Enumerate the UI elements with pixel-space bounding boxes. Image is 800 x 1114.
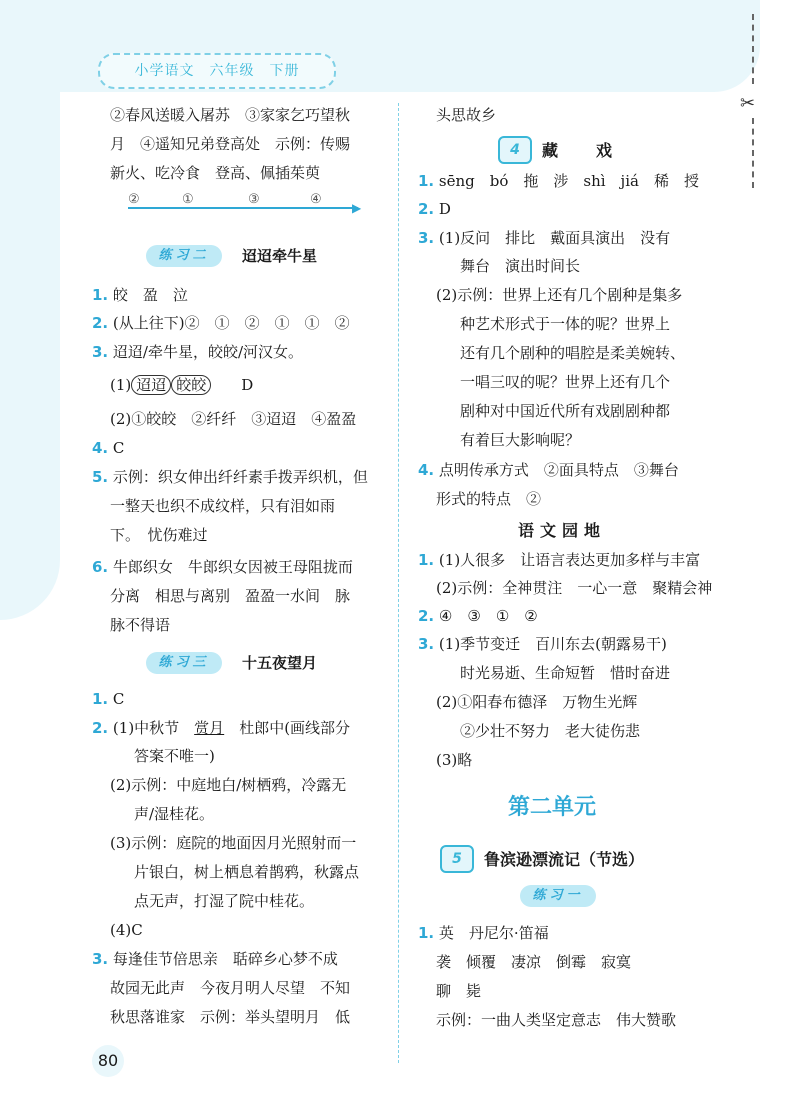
answer-text: 每逢佳节倍思亲 聒碎乡心梦不成 bbox=[112, 950, 338, 968]
answer-text: ④ ③ ① ② bbox=[438, 607, 538, 625]
text-line: 有着巨大影响呢？ bbox=[460, 431, 581, 449]
unit-title: 第二单元 bbox=[508, 795, 597, 820]
header-title: 小学语文 六年级 下册 bbox=[98, 53, 336, 89]
question-number: 4. bbox=[92, 439, 109, 457]
text-line: 示例：一曲人类坚定意志 伟大赞歌 bbox=[436, 1011, 677, 1029]
answer-text: (1)反问 排比 戴面具演出 没有 bbox=[438, 229, 671, 247]
exercise-badge: 练习一 bbox=[520, 885, 596, 907]
timeline-label: ③ bbox=[248, 192, 260, 207]
text-line: 答案不唯一) bbox=[134, 747, 215, 765]
question-number: 2. bbox=[92, 719, 109, 737]
question-number: 1. bbox=[418, 172, 435, 190]
question-number: 6. bbox=[92, 558, 109, 576]
question-number: 2. bbox=[418, 607, 435, 625]
text-line: (3)示例：庭院的地面因月光照射而一 bbox=[110, 834, 357, 852]
question-number: 2. bbox=[418, 200, 435, 218]
circled-word: 迢迢 bbox=[131, 375, 171, 395]
question-number: 1. bbox=[418, 551, 435, 569]
question-number: 2. bbox=[92, 314, 109, 332]
text-line: 片银白，树上栖息着鹊鸦，秋露点 bbox=[134, 863, 360, 881]
timeline-label: ④ bbox=[310, 192, 322, 207]
question-number: 5. bbox=[92, 468, 109, 486]
lesson-number-badge: 4 bbox=[498, 136, 532, 164]
text-line: (3)略 bbox=[436, 751, 473, 769]
scissors-icon: ✂ bbox=[740, 93, 756, 114]
question-number: 3. bbox=[418, 229, 435, 247]
answer-text: (从上往下)② ① ② ① ① ② bbox=[112, 314, 350, 332]
text-line: 头思故乡 bbox=[436, 106, 497, 124]
question-number: 3. bbox=[92, 950, 109, 968]
text-line: (4)C bbox=[110, 921, 143, 939]
text-line: (2)示例：全神贯注 一心一意 聚精会神 bbox=[436, 579, 713, 597]
answer-text: 牛郎织女 牛郎织女因被王母阻拢而 bbox=[112, 558, 353, 576]
timeline-label: ① bbox=[182, 192, 194, 207]
answer-text: 皎 盈 泣 bbox=[112, 286, 188, 304]
text-line: 月 ④遥知兄弟登高处 示例：传赐 bbox=[110, 135, 351, 153]
text-line: 袭 倾覆 凄凉 倒霉 寂寞 bbox=[436, 953, 632, 971]
text-line: 聊 毙 bbox=[436, 982, 482, 1000]
question-number: 1. bbox=[92, 690, 109, 708]
answer-text: 点明传承方式 ②面具特点 ③舞台 bbox=[438, 461, 679, 479]
question-number: 1. bbox=[418, 924, 435, 942]
timeline-axis bbox=[128, 207, 358, 209]
text-line: 点无声，打湿了院中桂花。 bbox=[134, 892, 315, 910]
page-number: 80 bbox=[92, 1045, 124, 1077]
text-line: 声/湿桂花。 bbox=[134, 805, 215, 823]
text-line: ②春风送暖入屠苏 ③家家乞巧望秋 bbox=[110, 106, 351, 124]
lesson-title: 鲁滨逊漂流记（节选） bbox=[484, 850, 645, 869]
lesson-number-badge: 5 bbox=[440, 845, 474, 873]
text-line: 新火、吃冷食 登高、佩插茱萸 bbox=[110, 164, 321, 182]
arrow-right-icon: ▶ bbox=[352, 201, 362, 215]
text-line: 还有几个剧种的唱腔是柔美婉转、 bbox=[460, 344, 686, 362]
left-band bbox=[0, 0, 60, 620]
lesson-title: 藏 戏 bbox=[542, 141, 615, 160]
text-line: (2)①皎皎 ②纤纤 ③迢迢 ④盈盈 bbox=[110, 410, 357, 428]
text-line: (2)示例：中庭地白/树栖鸦，冷露无 bbox=[110, 776, 347, 794]
text-line: 下。 忧伤难过 bbox=[110, 526, 208, 544]
text-line: 种艺术形式于一体的呢？世界上 bbox=[460, 315, 671, 333]
text-line: 剧种对中国近代所有戏剧剧种都 bbox=[460, 402, 671, 420]
question-number: 4. bbox=[418, 461, 435, 479]
poem-title: 迢迢牵牛星 bbox=[242, 247, 318, 265]
underlined-answer: 赏月 bbox=[194, 719, 225, 737]
answer-text: C bbox=[112, 690, 125, 708]
text-line: 故园无此声 今夜月明人尽望 不知 bbox=[110, 979, 351, 997]
cut-line bbox=[752, 14, 754, 84]
cut-line-lower bbox=[752, 118, 754, 188]
text-line: 形式的特点 ② bbox=[436, 490, 542, 508]
answer-text: C bbox=[112, 439, 125, 457]
answer-text: (1)人很多 让语言表达更加多样与丰富 bbox=[438, 551, 701, 569]
answer-text: (1)季节变迁 百川东去(朝露易干) bbox=[438, 635, 667, 653]
answer-text: 英 丹尼尔·笛福 bbox=[438, 924, 549, 942]
section-title: 语文园地 bbox=[518, 521, 607, 540]
text-line: 秋思落谁家 示例：举头望明月 低 bbox=[110, 1008, 351, 1026]
text-line: 一整天也织不成纹样，只有泪如雨 bbox=[110, 497, 336, 515]
text-line: 分离 相思与离别 盈盈一水间 脉 bbox=[110, 587, 351, 605]
answer-text: sēng bó 拖 涉 shì jiá 稀 授 bbox=[438, 172, 699, 190]
answer-line: (1) 迢迢 皎皎 D bbox=[110, 376, 254, 394]
circled-word: 皎皎 bbox=[171, 375, 211, 395]
text-line: 脉不得语 bbox=[110, 616, 171, 634]
column-divider bbox=[398, 103, 399, 1063]
poem-title: 十五夜望月 bbox=[242, 654, 318, 672]
answer-text: 迢迢/牵牛星，皎皎/河汉女。 bbox=[112, 343, 304, 361]
question-number: 1. bbox=[92, 286, 109, 304]
exercise-badge: 练习二 bbox=[146, 245, 222, 267]
text-line: (2)示例：世界上还有几个剧种是集多 bbox=[436, 286, 683, 304]
text-line: 一唱三叹的呢？世界上还有几个 bbox=[460, 373, 671, 391]
text-line: ②少壮不努力 老大徒伤悲 bbox=[460, 722, 641, 740]
timeline-label: ② bbox=[128, 192, 140, 207]
question-number: 3. bbox=[92, 343, 109, 361]
text-line: 舞台 演出时间长 bbox=[460, 257, 581, 275]
answer-text: 示例：织女伸出纤纤素手拨弄织机，但 bbox=[112, 468, 368, 486]
exercise-badge: 练习三 bbox=[146, 652, 222, 674]
answer-text: D bbox=[438, 200, 451, 218]
text-line: (2)①阳春布德泽 万物生光辉 bbox=[436, 693, 638, 711]
question-number: 3. bbox=[418, 635, 435, 653]
text-line: 时光易逝、生命短暂 惜时奋进 bbox=[460, 664, 671, 682]
